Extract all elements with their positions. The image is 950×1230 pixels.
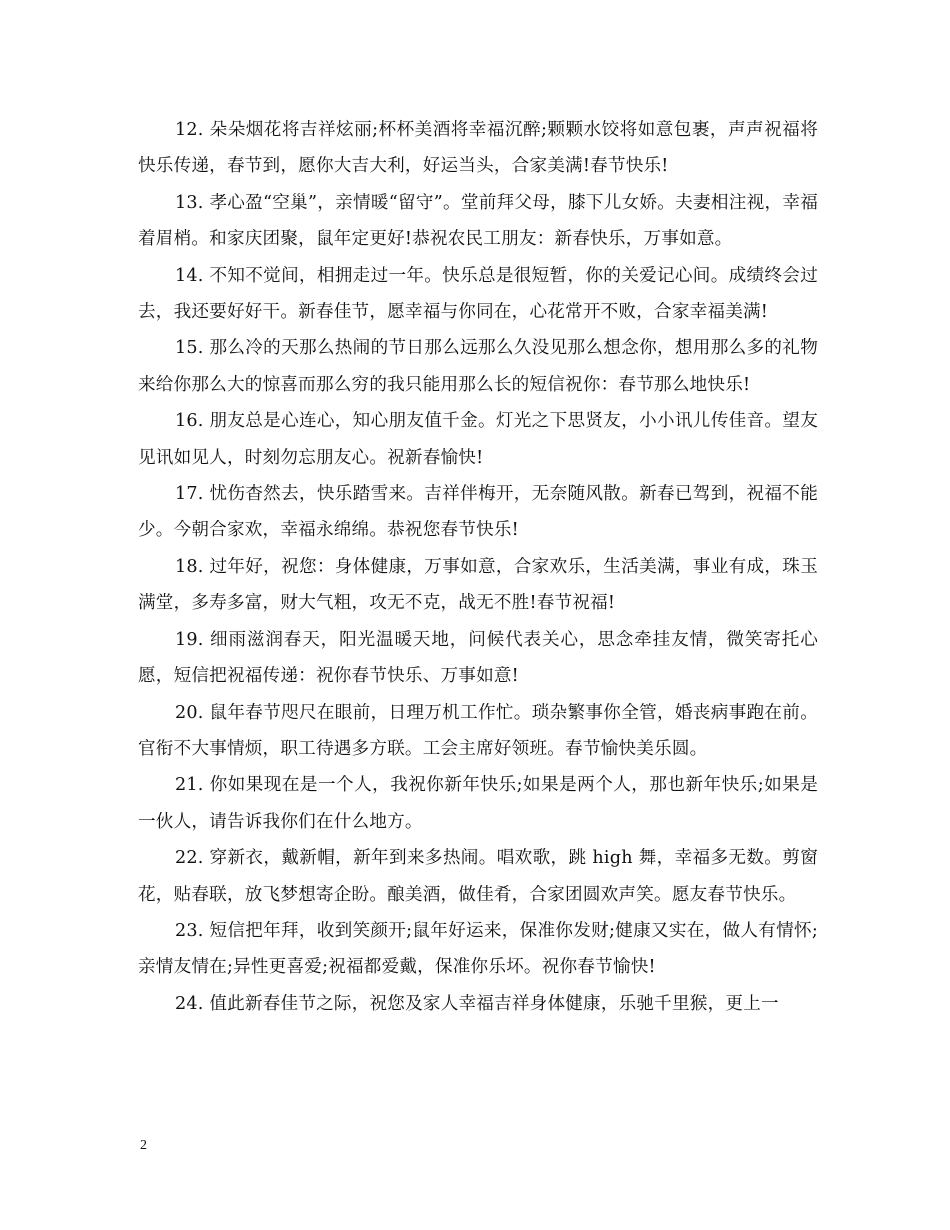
document-body [138,112,818,1022]
paragraph-21: 21. 你如果现在是一个人，我祝你新年快乐;如果是两个人，那也新年快乐;如果是一伙人，请告诉我你们在什么地方。 [138,775,818,832]
paragraph-17: 17. 忧伤杳然去，快乐踏雪来。吉祥伴梅开，无奈随风散。新春已驾到，祝福不能少。今朝合家欢，幸福永绵绵。恭祝您春节快乐! [138,484,818,541]
paragraph-15: 15. 那么冷的天那么热闹的节日那么远那么久没见那么想念你，想用那么多的礼物来给你那么大的惊喜而那么穷的我只能用那么长的短信祝你：春节那么地快乐! [138,338,818,395]
paragraph-13: 13. 孝心盈“空巢”，亲情暖“留守”。堂前拜父母，膝下儿女娇。夫妻相注视，幸福着眉梢。和家庆团聚，鼠年定更好!恭祝农民工朋友：新春快乐，万事如意。 [138,192,818,250]
paragraph-22: 22. 穿新衣，戴新帽，新年到来多热闹。唱欢歌，跳 high 舞，幸福多无数。剪窗花，贴春联，放飞梦想寄企盼。酿美酒，做佳肴，合家团圆欢声笑。愿友春节快乐。 [138,848,818,905]
paragraph-16: 16. 朋友总是心连心，知心朋友值千金。灯光之下思贤友，小小讯儿传佳音。望友见讯如见人，时刻勿忘朋友心。祝新春愉快! [138,411,818,468]
paragraph-14: 14. 不知不觉间，相拥走过一年。快乐总是很短暂，你的关爱记心间。成绩终会过去，我还要好好干。新春佳节，愿幸福与你同在，心花常开不败，合家幸福美满! [138,265,818,323]
paragraph-18: 18. 过年好，祝您：身体健康，万事如意，合家欢乐，生活美满，事业有成，珠玉满堂，多寿多富，财大气粗，攻无不克，战无不胜!春节祝福! [138,556,818,614]
paragraph-12: 12. 朵朵烟花将吉祥炫丽;杯杯美酒将幸福沉醉;颗颗水饺将如意包裹，声声祝福将快乐传递，春节到，愿你大吉大利，好运当头，合家美满!春节快乐! [138,120,818,177]
page-number: 2 [140,1138,147,1153]
paragraph-23: 23. 短信把年拜，收到笑颜开;鼠年好运来，保准你发财;健康又实在，做人有情怀;亲情友情在;异性更喜爱;祝福都爱戴，保准你乐坏。祝你春节愉快! [138,920,818,978]
paragraph-19: 19. 细雨滋润春天，阳光温暖天地，问候代表关心，思念牵挂友情，微笑寄托心愿，短信把祝福传递：祝你春节快乐、万事如意! [138,629,818,687]
paragraph-24: 24. 值此新春佳节之际，祝您及家人幸福吉祥身体健康，乐驰千里猴，更上一 [175,993,779,1014]
paragraph-20: 20. 鼠年春节咫尺在眼前，日理万机工作忙。琐杂繁事你全管，婚丧病事跑在前。官衔不大事情烦，职工待遇多方联。工会主席好领班。春节愉快美乐圆。 [138,702,818,759]
